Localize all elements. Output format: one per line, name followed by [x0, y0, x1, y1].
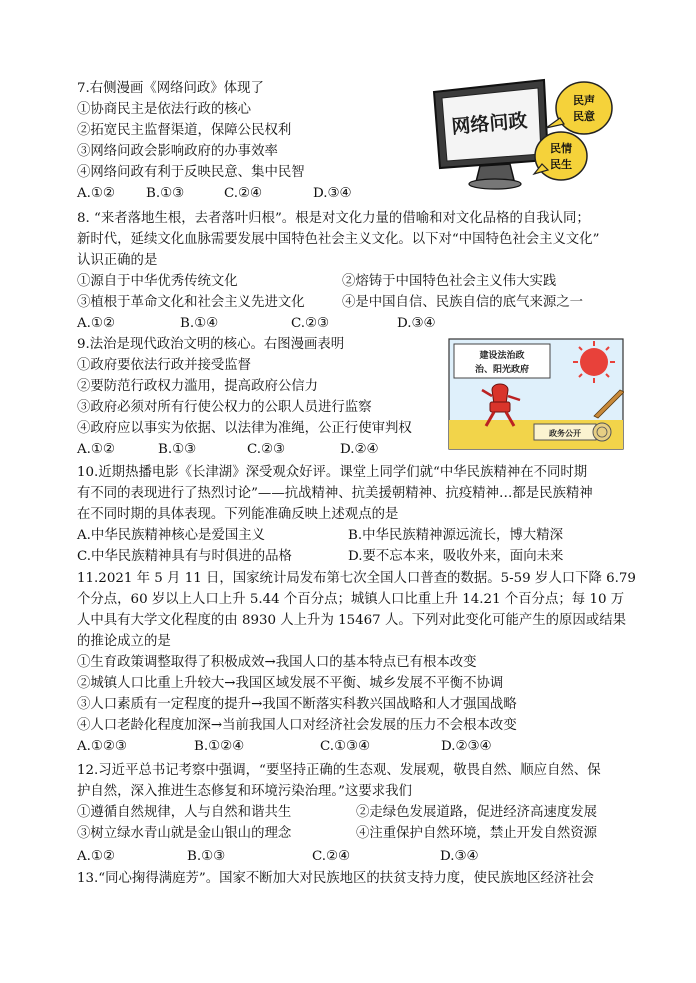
cartoon-open-government [448, 338, 624, 450]
q12-line-2: 护自然，深入推进生态修复和环境污染治理。”这要求我们 [77, 784, 412, 799]
q12-choice-a: A.①② [77, 849, 115, 864]
q11-item-2: ②城镇人口比重上升较大→我国区域发展不平衡、城乡发展不平衡不协调 [77, 676, 504, 691]
cartoon1-screen-text: 网络问政 [450, 109, 529, 139]
q11-line-1: 11.2021 年 5 月 11 日，国家统计局发布第七次全国人口普查的数据。5-59 岁人口下降 6.79 [77, 571, 636, 586]
cartoon1-bubble1-line2: 民意 [573, 110, 595, 123]
q9-item-3: ③政府必须对所有行使公权力的公职人员进行监察 [77, 400, 372, 415]
q8-item-4: ④是中国自信、民族自信的底气来源之一 [342, 295, 584, 310]
q9-stem: 9.法治是现代政治文明的核心。右图漫画表明 [77, 337, 345, 352]
q11-item-1: ①生育政策调整取得了积极成效→我国人口的基本特点已有根本改变 [77, 655, 477, 670]
q12-item-2: ②走绿色发展道路，促进经济高速度发展 [356, 805, 598, 820]
q10-line-3: 在不同时期的具体表现。下列能准确反映上述观点的是 [77, 507, 399, 522]
q9-choice-a: A.①② [77, 442, 115, 457]
q9-choice-c: C.②③ [247, 442, 286, 457]
q9-choice-b: B.①③ [158, 442, 197, 457]
q8-line-3: 认识正确的是 [77, 253, 158, 268]
q10-choice-d: D.要不忘本来，吸收外来，面向未来 [348, 549, 564, 564]
q7-choice-b: B.①③ [146, 186, 185, 201]
cartoon1-bubble2-line1: 民情 [550, 142, 572, 155]
q7-item-3: ③网络问政会影响政府的办事效率 [77, 144, 278, 159]
q7-item-4: ④网络问政有利于反映民意、集中民智 [77, 165, 305, 180]
scroll-icon [534, 423, 611, 441]
q8-item-3: ③植根于革命文化和社会主义先进文化 [77, 295, 305, 310]
q8-choice-d: D.③④ [397, 316, 436, 331]
q11-item-3: ③人口素质有一定程度的提升→我国不断落实科教兴国战略和人才强国战略 [77, 697, 517, 712]
q9-item-1: ①政府要依法行政并接受监督 [77, 358, 252, 373]
q10-line-2: 有不同的表现进行了热烈讨论”——抗战精神、抗美援朝精神、抗疫精神…都是民族精神 [77, 486, 593, 501]
q10-choice-b: B.中华民族精神源远流长，博大精深 [348, 528, 563, 543]
cartoon1-bubble1-line1: 民声 [573, 94, 595, 107]
q11-item-4: ④人口老龄化程度加深→当前我国人口对经济社会发展的压力不会根本改变 [77, 718, 517, 733]
cartoon-online-governance [424, 76, 620, 192]
q11-choice-d: D.②③④ [441, 739, 492, 754]
q10-line-1: 10.近期热播电影《长津湖》深受观众好评。课堂上同学们就“中华民族精神在不同时期 [77, 465, 588, 480]
q13-line-1: 13.“同心掬得满庭芳”。国家不断加大对民族地区的扶贫支持力度，使民族地区经济社会 [77, 871, 595, 886]
q7-item-1: ①协商民主是依法行政的核心 [77, 102, 252, 117]
q7-item-2: ②拓宽民主监督渠道，保障公民权利 [77, 123, 292, 138]
q11-line-4: 的推论成立的是 [77, 634, 171, 649]
q12-choice-b: B.①③ [187, 849, 226, 864]
q11-choice-c: C.①③④ [320, 739, 371, 754]
q9-item-4: ④政府应以事实为依据、以法律为准绳，公正行使审判权 [77, 421, 412, 436]
cartoon2-scroll-text: 政务公开 [549, 429, 581, 438]
q8-line-2: 新时代，延续文化血脉需要发展中国特色社会主义文化。以下对“中国特色社会主义文化” [77, 232, 600, 247]
q8-line-1: 8. “来者落地生根，去者落叶归根”。根是对文化力量的借喻和对文化品格的自我认同； [77, 211, 590, 226]
q8-choice-c: C.②③ [291, 316, 330, 331]
q12-choice-c: C.②④ [312, 849, 351, 864]
q8-choice-b: B.①④ [180, 316, 219, 331]
q12-line-1: 12.习近平总书记考察中强调，“要坚持正确的生态观、发展观，敬畏自然、顺应自然、保 [77, 763, 601, 778]
q11-line-3: 人中具有大学文化程度的由 8930 人上升为 15467 人。下列对此变化可能产生的原因或结果 [77, 613, 626, 628]
q10-choice-a: A.中华民族精神核心是爱国主义 [77, 528, 266, 543]
q8-item-1: ①源自于中华优秀传统文化 [77, 274, 238, 289]
q8-choice-a: A.①② [77, 316, 115, 331]
q12-choice-d: D.③④ [440, 849, 479, 864]
cartoon2-caption-line1: 建设法治政 [479, 351, 525, 361]
q12-item-4: ④注重保护自然环境，禁止开发自然资源 [356, 826, 598, 841]
q11-choice-a: A.①②③ [77, 739, 127, 754]
cartoon2-caption-line2: 治、阳光政府 [474, 365, 530, 375]
q7-choice-c: C.②④ [224, 186, 263, 201]
q11-line-2: 个分点，60 岁以上人口上升 5.44 个百分点；城镇人口比重上升 14.21 个百分点；每 10 万 [77, 592, 625, 607]
q9-choice-d: D.②④ [340, 442, 379, 457]
q11-choice-b: B.①②④ [194, 739, 245, 754]
q7-stem: 7.右侧漫画《网络问政》体现了 [77, 81, 264, 96]
q12-item-3: ③树立绿水青山就是金山银山的理念 [77, 826, 292, 841]
q7-choice-d: D.③④ [313, 186, 352, 201]
q9-item-2: ②要防范行政权力滥用，提高政府公信力 [77, 379, 319, 394]
q10-choice-c: C.中华民族精神具有与时俱进的品格 [77, 549, 292, 564]
cartoon1-bubble2-line2: 民生 [550, 158, 572, 171]
q8-item-2: ②熔铸于中国特色社会主义伟大实践 [342, 274, 557, 289]
q7-choice-a: A.①② [77, 186, 115, 201]
q12-item-1: ①遵循自然规律，人与自然和谐共生 [77, 805, 292, 820]
